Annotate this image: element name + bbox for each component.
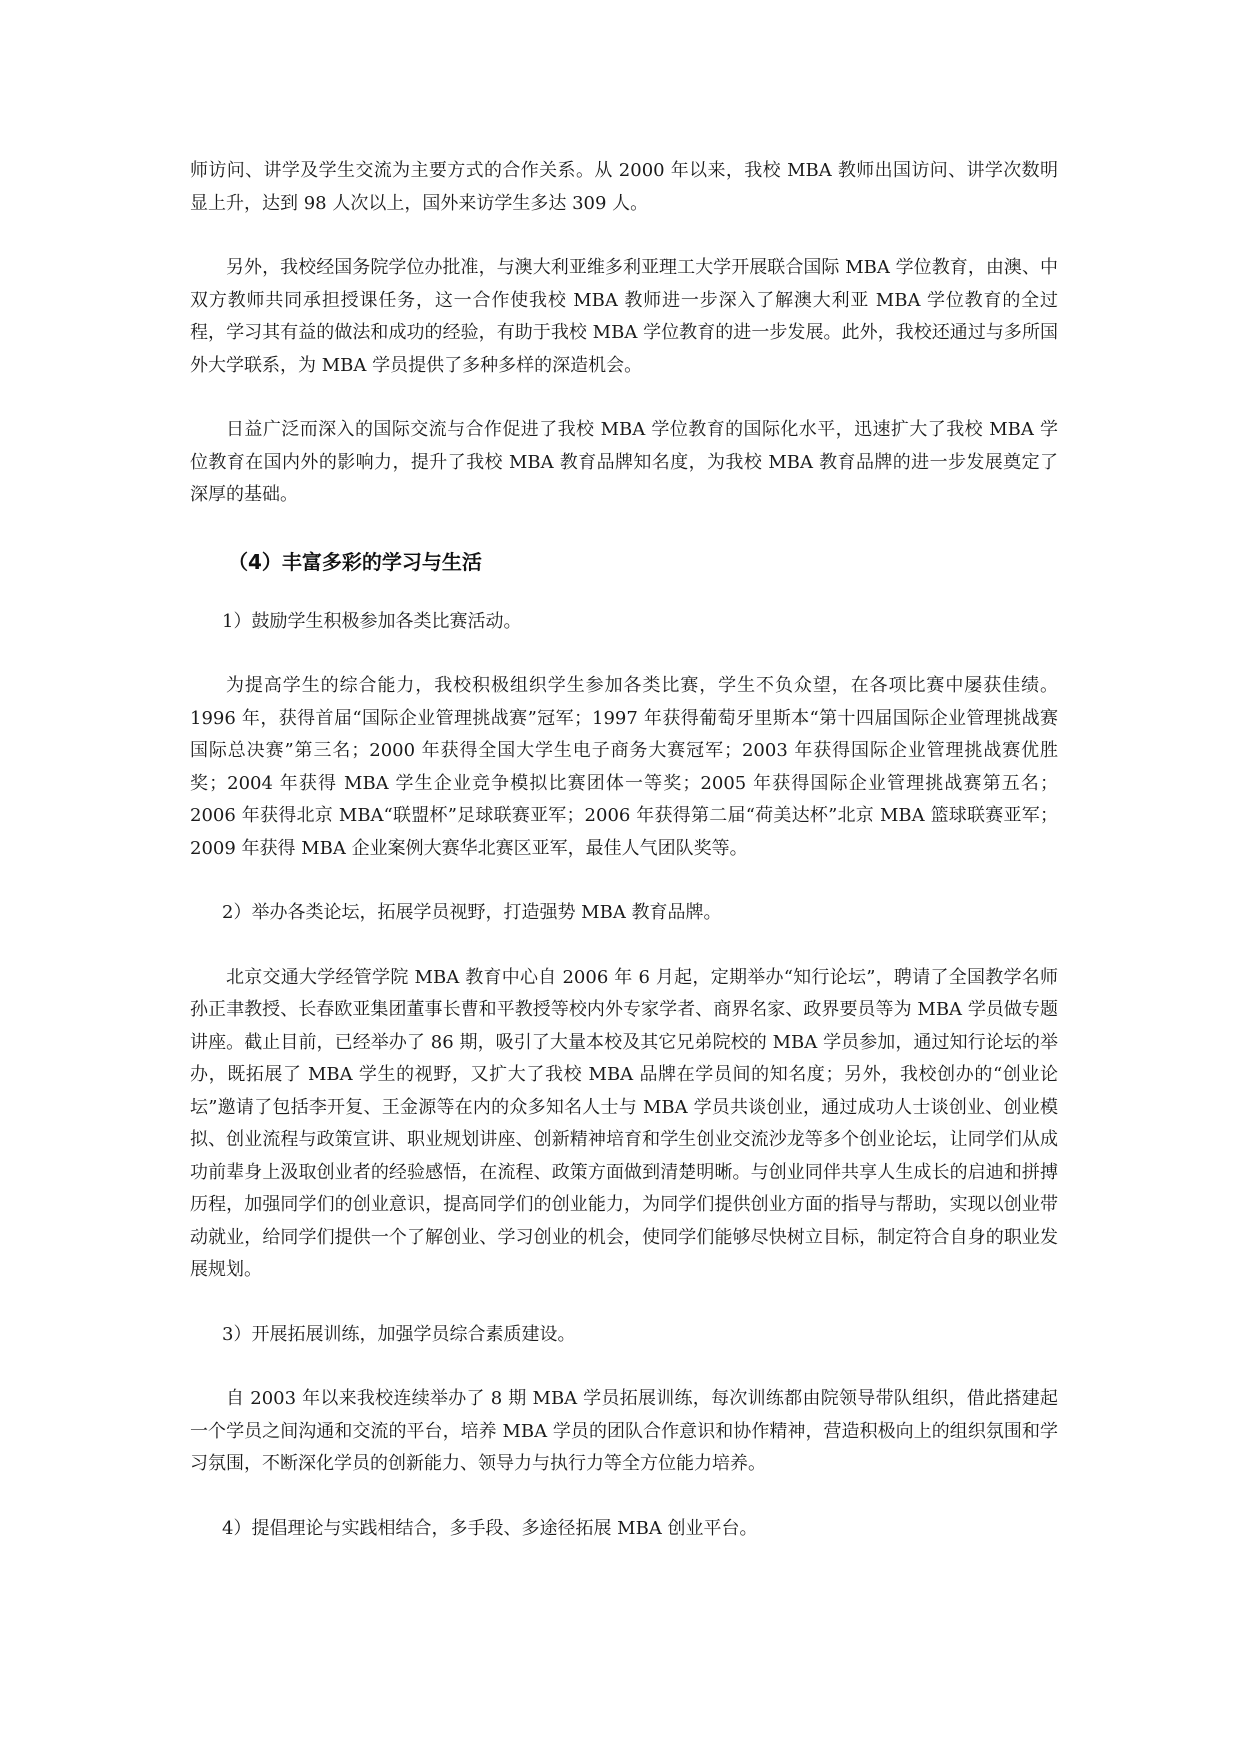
paragraph-international-exchange: 日益广泛而深入的国际交流与合作促进了我校 MBA 学位教育的国际化水平，迅速扩大了我校 MBA 学位教育在国内外的影响力，提升了我校 MBA 教育品牌知名度，为我校 MBA 教育品牌的进一步发展奠定了深厚的基础。 bbox=[190, 419, 1058, 505]
item-3-body: 自 2003 年以来我校连续举办了 8 期 MBA 学员拓展训练，每次训练都由院领导带队组织，借此搭建起一个学员之间沟通和交流的平台，培养 MBA 学员的团队合作意识和协作精神，营造积极向上的组织氛围和学习氛围，不断深化学员的创新能力、领导力与执行力等全方位能力培养。 bbox=[190, 1388, 1058, 1474]
paragraph-australia-cooperation: 另外，我校经国务院学位办批准，与澳大利亚维多利亚理工大学开展联合国际 MBA 学位教育，由澳、中双方教师共同承担授课任务，这一合作使我校 MBA 教师进一步深入了解澳大利亚 MBA 学位教育的全过程，学习其有益的做法和成功的经验，有助于我校 MBA 学位教育的进一步发展。此外，我校还通过与多所国外大学联系，为 MBA 学员提供了多种多样的深造机会。 bbox=[190, 257, 1058, 376]
item-3-title: 3）开展拓展训练，加强学员综合素质建设。 bbox=[222, 1323, 576, 1345]
paragraph-intro-continued: 师访问、讲学及学生交流为主要方式的合作关系。从 2000 年以来，我校 MBA 教师出国访问、讲学次数明显上升，达到 98 人次以上，国外来访学生多达 309 人。 bbox=[190, 160, 1058, 214]
item-2-title: 2）举办各类论坛，拓展学员视野，打造强势 MBA 教育品牌。 bbox=[222, 902, 722, 923]
item-4-title: 4）提倡理论与实践相结合，多手段、多途径拓展 MBA 创业平台。 bbox=[222, 1517, 758, 1539]
item-1-title: 1）鼓励学生积极参加各类比赛活动。 bbox=[222, 610, 522, 632]
document-page bbox=[190, 155, 1058, 1545]
section-heading: （4）丰富多彩的学习与生活 bbox=[228, 549, 482, 574]
item-2-body: 北京交通大学经管学院 MBA 教育中心自 2006 年 6 月起，定期举办“知行论坛”，聘请了全国教学名师孙正聿教授、长春欧亚集团董事长曹和平教授等校内外专家学者、商界名家、政界要员等为 MBA 学员做专题讲座。截止目前，已经举办了 86 期，吸引了大量本校及其它兄弟院校的 MBA 学员参加，通过知行论坛的举办，既拓展了 MBA 学生的视野，又扩大了我校 MBA 品牌在学员间的知名度；另外，我校创办的“创业论坛”邀请了包括李开复、王金源等在内的众多知名人士与 MBA 学员共谈创业，通过成功人士谈创业、创业模拟、创业流程与政策宣讲、职业规划讲座、创新精神培育和学生创业交流沙龙等多个创业论坛，让同学们从成功前辈身上汲取创业者的经验感悟，在流程、政策方面做到清楚明晰。与创业同伴共享人生成长的启迪和拼搏历程，加强同学们的创业意识，提高同学们的创业能力，为同学们提供创业方面的指导与帮助，实现以创业带动就业，给同学们提供一个了解创业、学习创业的机会，使同学们能够尽快树立目标，制定符合自身的职业发展规划。 bbox=[190, 966, 1058, 1280]
item-1-body: 为提高学生的综合能力，我校积极组织学生参加各类比赛，学生不负众望，在各项比赛中屡获佳绩。1996 年，获得首届“国际企业管理挑战赛”冠军；1997 年获得葡萄牙里斯本“第十四届国际企业管理挑战赛国际总决赛”第三名；2000 年获得全国大学生电子商务大赛冠军；2003 年获得国际企业管理挑战赛优胜奖；2004 年获得 MBA 学生企业竞争模拟比赛团体一等奖；2005 年获得国际企业管理挑战赛第五名；2006 年获得北京 MBA“联盟杯”足球联赛亚军；2006 年获得第二届“荷美达杯”北京 MBA 篮球联赛亚军；2009 年获得 MBA 企业案例大赛华北赛区亚军，最佳人气团队奖等。 bbox=[190, 675, 1058, 859]
